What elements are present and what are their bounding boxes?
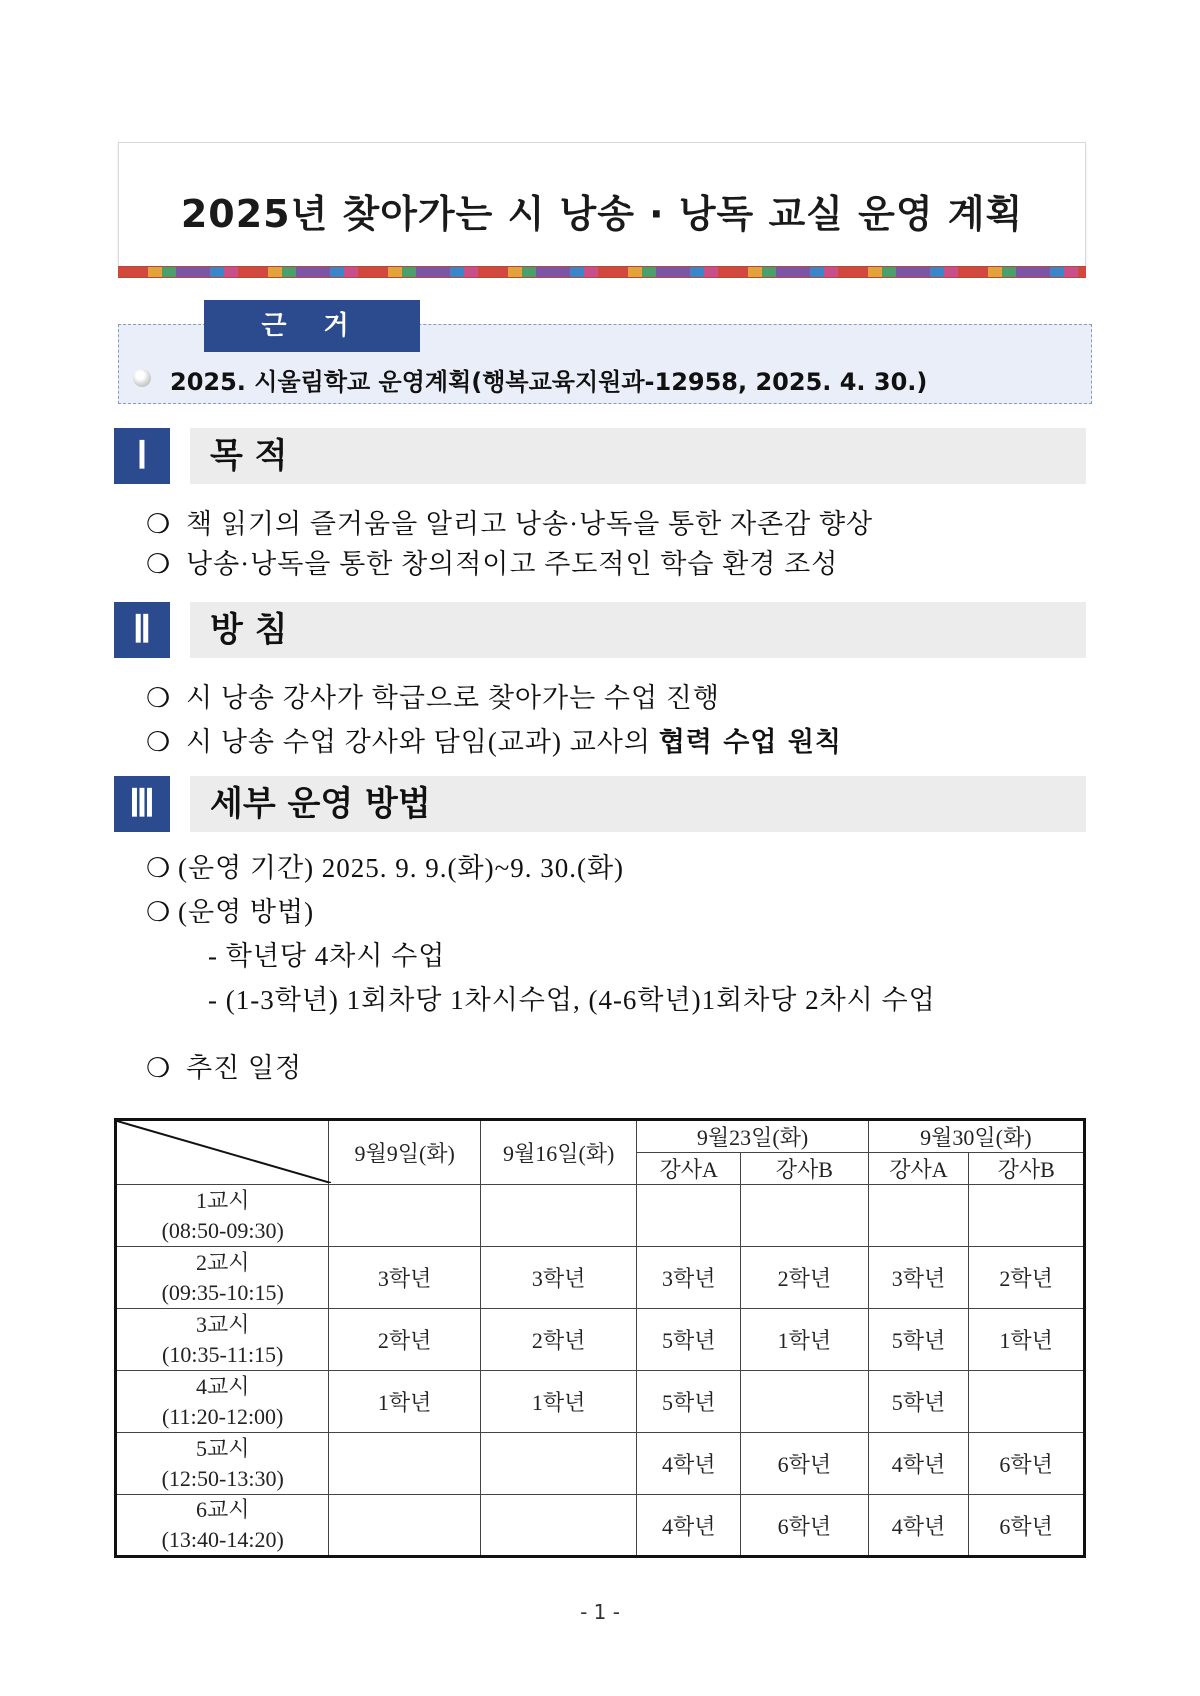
period-cell: 1교시 (08:50-09:30) (116, 1185, 329, 1247)
section-number-1: Ⅰ (114, 428, 170, 484)
table-corner-cell (116, 1120, 329, 1185)
document-title: 2025년 찾아가는 시 낭송 · 낭독 교실 운영 계획 (180, 192, 1024, 236)
pearl-bullet-icon (133, 369, 151, 387)
grade-cell: 2학년 (480, 1309, 637, 1371)
detail-schedule-label: ❍ 추진 일정 (146, 1053, 303, 1083)
grade-cell: 5학년 (637, 1309, 741, 1371)
date-header: 9월16일(화) (480, 1120, 637, 1185)
grade-cell: 6학년 (969, 1495, 1085, 1557)
grade-cell: 3학년 (480, 1247, 637, 1309)
instructor-header: 강사B (741, 1153, 869, 1185)
period-cell: 5교시 (12:50-13:30) (116, 1433, 329, 1495)
table-row (116, 1247, 1085, 1309)
grade-cell: 1학년 (480, 1371, 637, 1433)
table-row (116, 1433, 1085, 1495)
circle-bullet-icon: ❍ (146, 509, 172, 539)
grade-cell: 4학년 (868, 1433, 969, 1495)
grade-cell: 2학년 (329, 1309, 481, 1371)
table-row (116, 1371, 1085, 1433)
decorative-stripe (118, 266, 1086, 278)
circle-bullet-icon: ❍ (146, 1053, 172, 1083)
title-box (118, 142, 1086, 267)
section-bar-2 (190, 602, 1086, 658)
section-bar-1 (190, 428, 1086, 484)
date-header: 9월30일(화) (868, 1120, 1084, 1153)
policy-emphasis: 협력 수업 원칙 (658, 727, 843, 758)
circle-bullet-icon: ❍ (146, 549, 172, 579)
section-title-purpose: 목 적 (210, 436, 288, 476)
grade-cell (969, 1185, 1085, 1247)
grade-cell (868, 1185, 969, 1247)
detail-period: ❍ (운영 기간) 2025. 9. 9.(화)~9. 30.(화) (146, 853, 625, 883)
diagonal-line (117, 1121, 331, 1183)
page-number: - 1 - (580, 1600, 620, 1624)
purpose-item-2: ❍ 낭송·낭독을 통한 창의적이고 주도적인 학습 환경 조성 (146, 549, 839, 579)
period-cell: 6교시 (13:40-14:20) (116, 1495, 329, 1557)
detail-sub-1: - 학년당 4차시 수업 (208, 941, 446, 971)
grade-cell (741, 1371, 869, 1433)
grade-cell (480, 1495, 637, 1557)
grade-cell: 2학년 (741, 1247, 869, 1309)
circle-bullet-icon: ❍ (146, 683, 172, 713)
section-number-3: Ⅲ (114, 776, 170, 832)
grade-cell: 4학년 (637, 1495, 741, 1557)
detail-sub-2: - (1-3학년) 1회차당 1차시수업, (4-6학년)1회차당 2차시 수업 (208, 985, 936, 1015)
grade-cell (480, 1433, 637, 1495)
date-header: 9월23일(화) (637, 1120, 868, 1153)
table-row (116, 1185, 1085, 1247)
grade-cell: 1학년 (969, 1309, 1085, 1371)
grade-cell (329, 1185, 481, 1247)
grade-cell: 6학년 (741, 1495, 869, 1557)
policy-item-1: ❍ 시 낭송 강사가 학급으로 찾아가는 수업 진행 (146, 683, 720, 713)
date-header: 9월9일(화) (329, 1120, 481, 1185)
detail-method: ❍ (운영 방법) (146, 897, 315, 927)
grade-cell: 2학년 (969, 1247, 1085, 1309)
grade-cell: 3학년 (637, 1247, 741, 1309)
circle-bullet-icon: ❍ (146, 727, 172, 757)
grade-cell: 1학년 (329, 1371, 481, 1433)
grade-cell: 4학년 (637, 1433, 741, 1495)
grade-cell: 5학년 (637, 1371, 741, 1433)
grade-cell: 5학년 (868, 1371, 969, 1433)
instructor-header: 강사A (637, 1153, 741, 1185)
grade-cell: 3학년 (329, 1247, 481, 1309)
period-cell: 4교시 (11:20-12:00) (116, 1371, 329, 1433)
table-row (116, 1495, 1085, 1557)
basis-tab: 근 거 (204, 300, 420, 352)
section-title-policy: 방 침 (210, 610, 288, 650)
section-number-2: Ⅱ (114, 602, 170, 658)
instructor-header: 강사B (969, 1153, 1085, 1185)
instructor-header: 강사A (868, 1153, 969, 1185)
grade-cell: 5학년 (868, 1309, 969, 1371)
grade-cell (329, 1495, 481, 1557)
grade-cell (637, 1185, 741, 1247)
grade-cell (741, 1185, 869, 1247)
grade-cell (329, 1433, 481, 1495)
grade-cell: 6학년 (741, 1433, 869, 1495)
period-cell: 2교시 (09:35-10:15) (116, 1247, 329, 1309)
grade-cell (480, 1185, 637, 1247)
schedule-table (114, 1118, 1086, 1558)
grade-cell: 3학년 (868, 1247, 969, 1309)
grade-cell (969, 1371, 1085, 1433)
policy-item-2: ❍ 시 낭송 수업 강사와 담임(교과) 교사의 협력 수업 원칙 (146, 727, 843, 758)
circle-bullet-icon: ❍ (146, 853, 172, 883)
grade-cell: 1학년 (741, 1309, 869, 1371)
section-title-details: 세부 운영 방법 (210, 784, 431, 824)
basis-text: 2025. 시울림학교 운영계획(행복교육지원과-12958, 2025. 4. 30.) (170, 368, 928, 396)
purpose-item-1: ❍ 책 읽기의 즐거움을 알리고 낭송·낭독을 통한 자존감 향상 (146, 509, 874, 539)
table-row (116, 1309, 1085, 1371)
grade-cell: 6학년 (969, 1433, 1085, 1495)
grade-cell: 4학년 (868, 1495, 969, 1557)
period-cell: 3교시 (10:35-11:15) (116, 1309, 329, 1371)
circle-bullet-icon: ❍ (146, 897, 172, 927)
